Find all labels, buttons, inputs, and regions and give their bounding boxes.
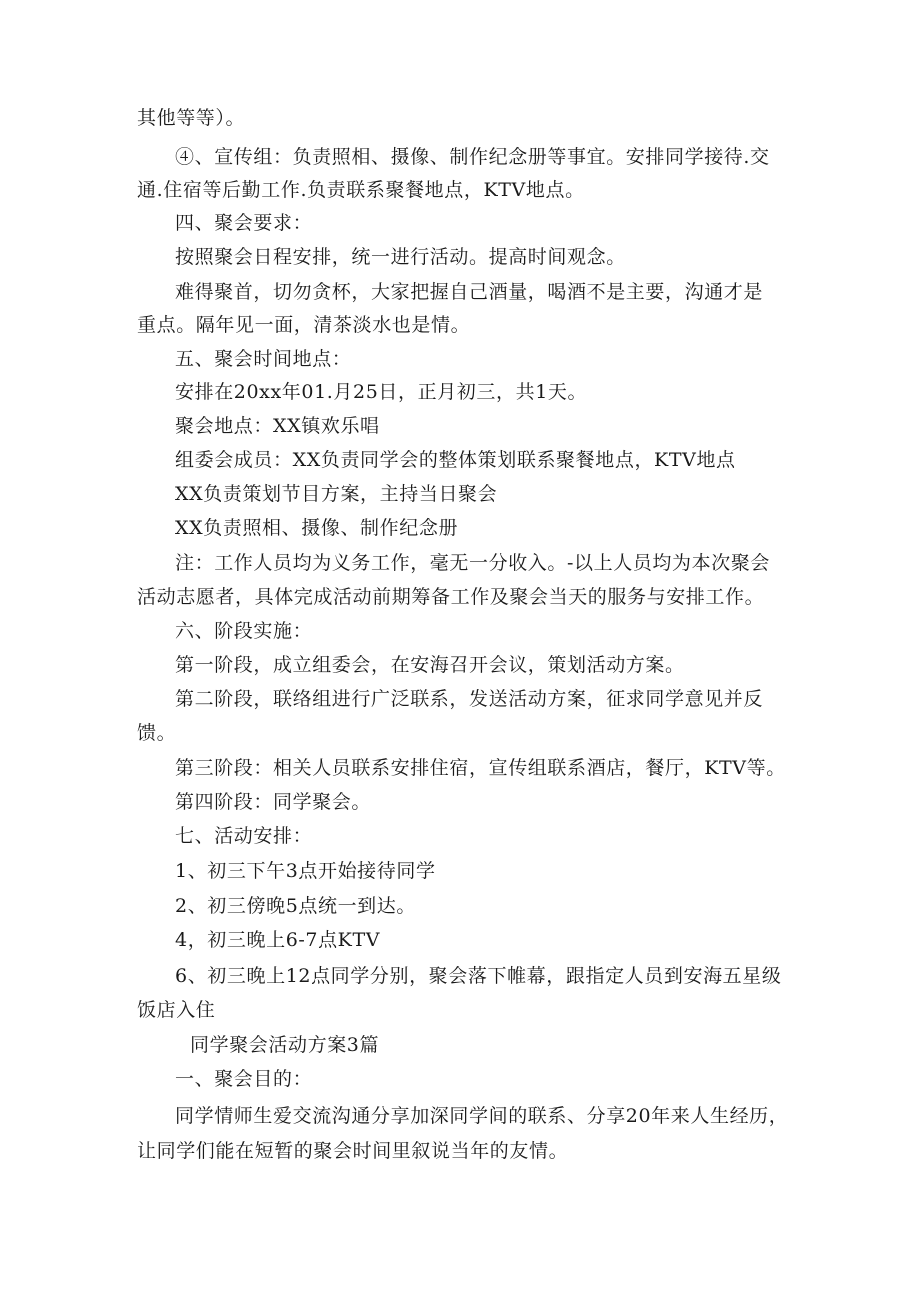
text-line: 安排在20xx年01.月25日，正月初三，共1天。 [175, 381, 588, 403]
document-title: 同学聚会活动方案3篇 [190, 1034, 380, 1056]
text-line: 其他等等）。 [137, 107, 246, 129]
list-item: 4，初三晚上6-7点KTV [175, 929, 381, 951]
list-item: 6、初三晚上12点同学分别，聚会落下帷幕，跟指定人员到安海五星级 [175, 965, 782, 987]
section-heading: 四、聚会要求： [175, 212, 313, 234]
section-heading: 六、阶段实施： [175, 620, 313, 642]
text-line: 注：工作人员均为义务工作，毫无一分收入。-以上人员均为本次聚会 [175, 552, 771, 574]
text-line: 饭店入住 [137, 999, 216, 1021]
text-line: 重点。隔年见一面，清茶淡水也是情。 [137, 314, 471, 336]
section-heading: 五、聚会时间地点： [175, 348, 352, 370]
text-line: 聚会地点：XX镇欢乐唱 [175, 415, 380, 437]
text-line: 活动志愿者，具体完成活动前期筹备工作及聚会当天的服务与安排工作。 [137, 586, 765, 608]
text-line: XX负责策划节目方案，主持当日聚会 [175, 483, 498, 505]
text-line: ④、宣传组：负责照相、摄像、制作纪念册等事宜。安排同学接待.交 [175, 146, 770, 168]
text-line: 让同学们能在短暂的聚会时间里叙说当年的友情。 [137, 1140, 569, 1162]
text-line: 第三阶段：相关人员联系安排住宿，宣传组联系酒店，餐厅，KTV等。 [175, 757, 786, 779]
text-line: XX负责照相、摄像、制作纪念册 [175, 517, 459, 539]
text-line: 馈。 [137, 722, 177, 744]
text-line: 第一阶段，成立组委会，在安海召开会议，策划活动方案。 [175, 654, 685, 676]
text-line: 按照聚会日程安排，统一进行活动。提高时间观念。 [175, 246, 626, 268]
list-item: 2、初三傍晚5点统一到达。 [175, 895, 416, 917]
text-line: 第四阶段：同学聚会。 [175, 791, 372, 813]
text-line: 难得聚首，切勿贪杯，大家把握自己酒量，喝酒不是主要，沟通才是 [175, 281, 764, 303]
text-line: 同学情师生爱交流沟通分享加深同学间的联系、分享20年来人生经历， [175, 1105, 789, 1127]
section-heading: 一、聚会目的： [175, 1068, 313, 1090]
list-item: 1、初三下午3点开始接待同学 [175, 860, 436, 882]
text-line: 通.住宿等后勤工作.负责联系聚餐地点，KTV地点。 [137, 179, 585, 201]
text-line: 第二阶段，联络组进行广泛联系，发送活动方案，征求同学意见并反 [175, 688, 764, 710]
section-heading: 七、活动安排： [175, 825, 313, 847]
text-line: 组委会成员：XX负责同学会的整体策划联系聚餐地点，KTV地点 [175, 449, 736, 471]
